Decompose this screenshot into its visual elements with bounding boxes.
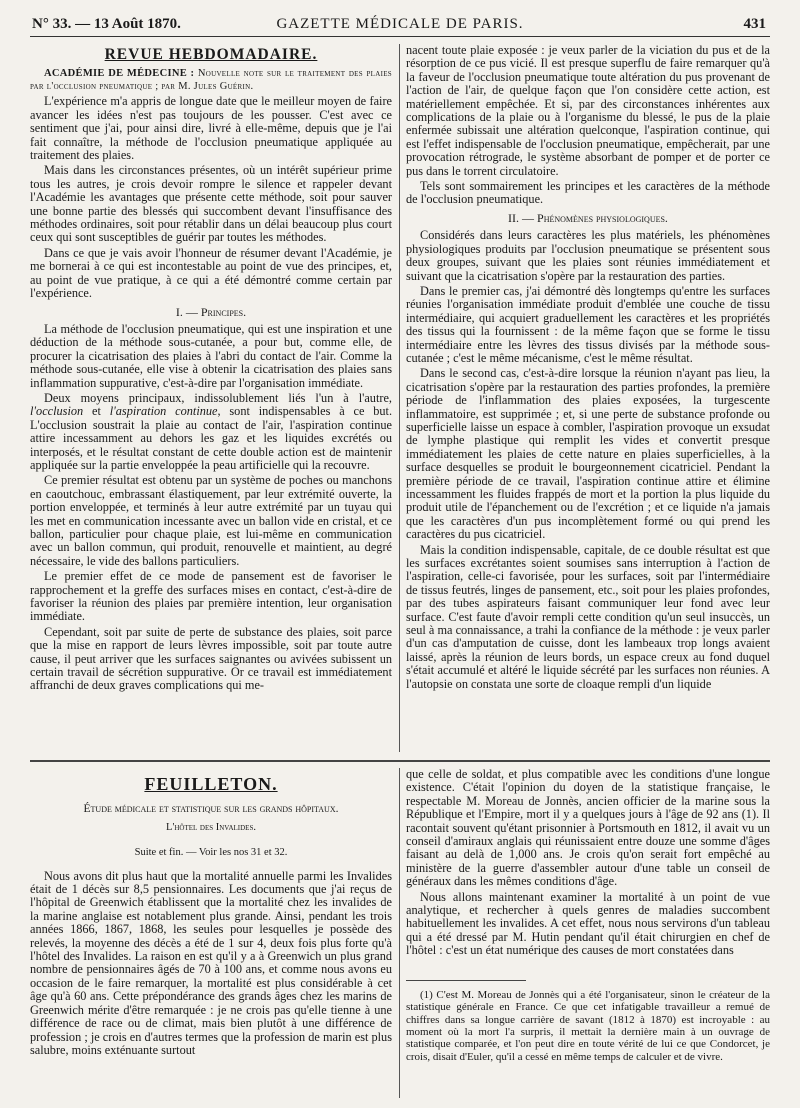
feuilleton-continuation-note: Suite et fin. — Voir les nos 31 et 32. <box>134 847 288 859</box>
feuilleton-subtitle-2: L'hôtel des Invalides. <box>166 821 256 833</box>
column-top-right <box>406 44 770 754</box>
column-divider <box>399 44 400 752</box>
page-number: 431 <box>743 16 766 32</box>
journal-title: GAZETTE MÉDICALE DE PARIS. <box>276 16 524 32</box>
paragraph: Mais dans les circonstances présentes, où un intérêt supérieur prime tous les autres, je crois devoir rompre le silence et rappeler devant l'Académie les avantages que présente cette méthode, soit pour sauver une bonne partie des blessés qui succombent devant l'insuffisance des méthodes ordinaires, soit pour rétablir dans un délai beaucoup plus court ceux qui sont susceptibles de guérir par toutes les méthodes. <box>30 163 392 245</box>
feuilleton-subtitle: Étude médicale et statistique sur les grands hôpitaux. <box>83 803 339 816</box>
footnote: (1) C'est M. Moreau de Jonnès qui a été l'organisateur, sinon le créateur de la statistique générale en France. Ce que cet infatigable travailleur a remué de chiffres dans sa longue carrière de savant (1812 à 1870) est incroyable : au moment où la mort l'a surpris, il mettait la dernière main à un ouvrage de statistique comparée, et l'on peut dire en toute vérité de lui ce que Condorcet, je crois, disait d'Euler, qu'il a cessé en même temps de calculer et de vivre. <box>406 988 770 1063</box>
paragraph: La méthode de l'occlusion pneumatique, qui est une inspiration et une déduction de la méthode sous-cutanée, a pour but, comme elle, de procurer la cicatrisation des plaies à l'abri du contact de l'air. Comme la méthode sous-cutanée, elle vise à obtenir la cicatrisation des plaies sans inflammation suppurative, c'est-à-dire par l'organisation immédiate. <box>30 321 392 390</box>
feuilleton-title: FEUILLETON. <box>144 774 278 794</box>
paragraph: Nous avons dit plus haut que la mortalité annuelle parmi les Invalides était de 1 décès sur 8,5 pensionnaires. Les documents que j'ai reçus de l'hôpital de Greenwich établissent que la mortalité chez les invalides de la marine anglaise est notablement plus grande. Ainsi, pendant les trois années 1866, 1867, 1868, les seules pour lesquelles je possède des relevés, la moyenne des décès a été de 1 sur 4, deux fois plus forte qu'à l'hôtel des Invalides. La raison en est qu'il y a à Greenwich un plus grand nombre de pensionnaires âgés de 70 à 100 ans, et comme nous avons eu occasion de le faire remarquer, la mortalité est plus considérable à cet âge qu'à 60 ans. Cette prépondérance des grands âges chez les marins de Greenwich mérite d'être remarquée : je ne crois pas qu'elle tienne à une différence de race ou de climat, mais bien plutôt à une différence de profession ; je crois en d'autres termes que la profession de marin est plus salubre, moins exténuante surtout <box>30 868 392 1057</box>
paragraph: Dans le premier cas, j'ai démontré dès longtemps qu'entre les surfaces réunies l'organisation immédiate produit d'emblée une couche de tissu intermédiaire, qui acquiert graduellement les caractères et les propriétés des tissus qui la fournissent : de la même façon que se forme le tissu intermédiaire entre les lèvres des tissus divisés par la méthode sous-cutanée ; c'est le même mécanisme, c'est le même résultat. <box>406 283 770 365</box>
issue-number: N° 33. — 13 Août 1870. <box>32 16 181 32</box>
paragraph: Cependant, soit par suite de perte de substance des plaies, soit parce que la mise en rapport de leurs lèvres impossible, soit par toute autre cause, il peut arriver que les surfaces saignantes ou avivées subissent un certain travail de sécrétion suppurative. Or ce travail est immédiatement affranchi de deux graves complications qui me- <box>30 624 392 693</box>
paragraph: Dans ce que je vais avoir l'honneur de résumer devant l'Académie, je me bornerai à ce qui est incontestable au point de vue des principes, et, au point de vue pratique, à ce qui a été démontré comme certain par l'expérience. <box>30 245 392 301</box>
column-top-left <box>30 44 392 754</box>
paragraph: que celle de soldat, et plus compatible avec les conditions d'une longue existence. C'était l'opinion du doyen de la statistique française, le respectable M. Moreau de Jonnès, ancien officier de la marine sous la République et l'Empire, mort il y a quelques jours à l'âge de 92 ans (1). Il racontait souvent qu'étant prisonnier à Portsmouth en 1812, il avait vu un conseil d'amiraux anglais qui réunissaient entre douze une somme d'âges faisant au delà de 1,000 ans. Je crois qu'on serait fort empêché au ministère de la guerre d'assembler autour d'une table un conseil de généraux dans les mêmes conditions d'âge. <box>406 768 770 889</box>
section-heading-principes: I. — Principes. <box>175 304 247 319</box>
paragraph: nacent toute plaie exposée : je veux parler de la viciation du pus et de la résorption de ce pus vicié. Il est presque superflu de faire remarquer qu'à la faveur de l'occlusion pneumatique toute altération du pus provenant de l'action de l'air, de quelque façon que l'on considère cette action, est matériellement empêchée. Et si, par des circonstances inhérentes aux complications de la plaie ou à l'organisme du blessé, le pus de la plaie enfermée subissait une altération quelconque, l'aspiration continue, qui est l'effet indispensable de l'occlusion pneumatique, empêcherait, par une provocation rétrograde, le système absorbant de pomper et de porter ce pus dans le torrent circulatoire. <box>406 44 770 178</box>
paragraph: Ce premier résultat est obtenu par un système de poches ou manchons en caoutchouc, embrassant élastiquement, par leur extrémité ouverte, la portion enveloppée, et terminés à leur autre extrémité par un tuyau qui les met en communication incessante avec un ballon vide en cristal, et ce ballon, particulier pour chaque plaie, est lui-même en communication avec un ballon commun, qui produit, renouvelle et maintient, au degré nécessaire, le vide des ballons particuliers. <box>30 473 392 568</box>
paragraph: L'expérience m'a appris de longue date que le meilleur moyen de faire avancer les idées n'est pas toujours de les pousser. C'est avec ce sentiment que j'ai, pour ainsi dire, livré à elle-même, depuis que je l'ai fait connaître, la méthode de l'occlusion pneumatique appliquée au traitement des plaies. <box>30 94 392 163</box>
footnote-rule <box>406 980 526 981</box>
column-divider <box>399 768 400 1098</box>
paragraph: Le premier effet de ce mode de pansement est de favoriser le rapprochement et la greffe des surfaces mises en contact, c'est-à-dire de favoriser la réunion des plaies par première intention, leur organisation immédiate. <box>30 569 392 624</box>
section-title-revue: REVUE HEBDOMADAIRE. <box>104 46 318 63</box>
column-feuilleton-left <box>30 768 392 1100</box>
academy-heading: ACADÉMIE DE MÉDECINE : Nouvelle note sur le traitement des plaies par l'occlusion pneumatique ; par M. Jules Guérin. <box>30 68 392 93</box>
feuilleton-rule <box>30 760 770 762</box>
paragraph: Dans le second cas, c'est-à-dire lorsque la réunion n'ayant pas lieu, la cicatrisation s'opère par la restauration des parties profondes, la première période de l'inflammation des plaies exposées, la turgescente inflammatoire, est supprimée ; et, si une perte de substance profonde ou superficielle laisse un espace à combler, l'aspiration provoque un exsudat de lymphe plastique qui remplit les vides et convertit presque immédiatement les plaies de cette nature en plaies superficielles, à la surface desquelles se produit le bourgeonnement cicatriciel. Pendant la première période de ce travail, l'aspiration continue attire et élimine incessamment les fluides frappés de mort et la portion la plus liquide du produit utile de l'épanchement ou de l'excrétion ; et ce liquide n'a jamais que les caractères d'un pus incomplètement formé ou qui prend les caractères du pus cicatriciel. <box>406 366 770 542</box>
page-header <box>30 14 770 37</box>
paragraph: Deux moyens principaux, indissolublement liés l'un à l'autre, l'occlusion et l'aspiration continue, sont indispensables à ce but. L'occlusion soustrait la plaie au contact de l'air, l'aspiration continue attire incessamment au dehors les gaz et les liquides excrétés ou interposés, et le résultat constant de cette double action est de maintenir appliquée sur la partie enveloppée la peau artificielle qui la recouvre. <box>30 390 392 472</box>
paragraph: Nous allons maintenant examiner la mortalité à un point de vue analytique, et rechercher à quels genres de maladies succombent habituellement les invalides. A cet effet, nous nous servirons d'un tableau qui a été dressé par M. Hutin pendant qu'il était chirurgien en chef de l'hôtel : c'est un état numérique des causes de mort constatées dans <box>406 889 770 958</box>
section-heading-phenomenes: II. — Phénomènes physiologiques. <box>508 210 668 225</box>
paragraph: Tels sont sommairement les principes et les caractères de la méthode de l'occlusion pneumatique. <box>406 179 770 207</box>
paragraph: Mais la condition indispensable, capitale, de ce double résultat est que les surfaces excrétantes soient soumises sans interruption à l'action de l'aspiration, celle-ci favorisée, pour les surfaces, soit par l'intermédiaire de tissus feutrés, linges de pansement, etc., soit pour les plaies profondes, par des tubes aspirateurs faisant communiquer leur fond avec leur surface. C'est faute d'avoir rempli cette condition qu'un seul insuccès, un seul à ma connaissance, a trahi la confiance de la méthode : je veux parler d'un cas d'amputation de cuisse, dont les lambeaux trop longs avaient laissé, après la réunion de leurs bords, un espace creux au fond duquel s'était accumulé et altéré le liquide sécrété par les surfaces non réunies. A l'autopsie on constata une sorte de cloaque rempli d'un liquide <box>406 542 770 691</box>
paragraph: Considérés dans leurs caractères les plus matériels, les phénomènes physiologiques produits par l'occlusion pneumatique se présentent sous deux groupes, suivant que les plaies sont réunies immédiatement et suivant que la cicatrisation s'opère par la restauration des parties. <box>406 228 770 283</box>
column-feuilleton-right <box>406 768 770 1100</box>
